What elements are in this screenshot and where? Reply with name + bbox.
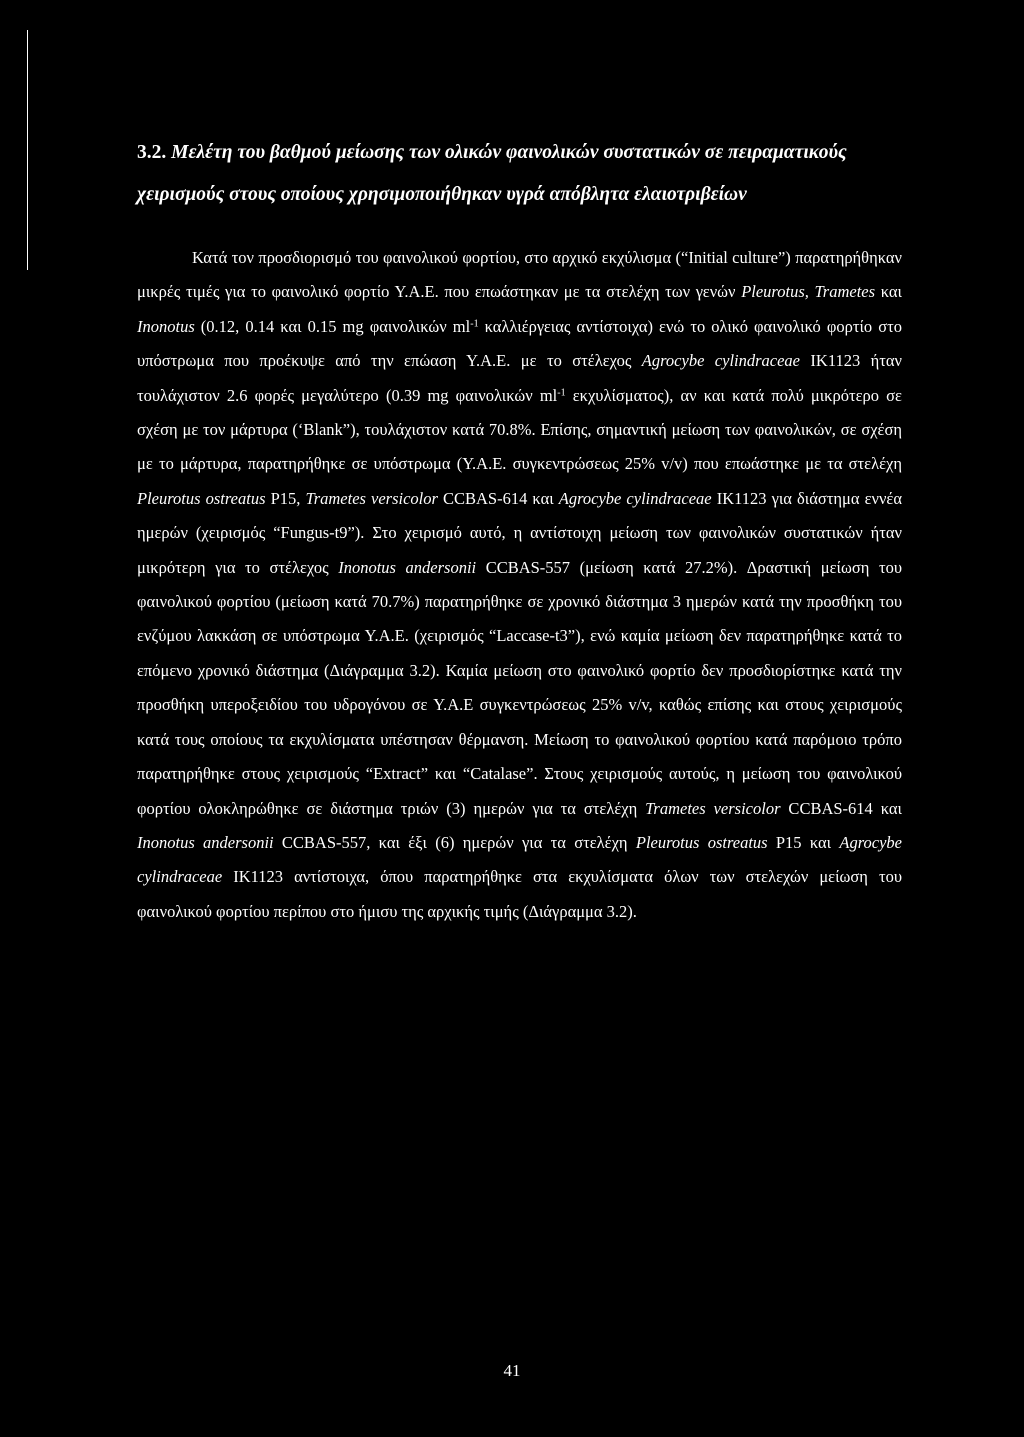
paragraph-text: P15, (265, 488, 306, 508)
unit-exponent: -1 (470, 318, 479, 330)
paragraph-text: και (875, 282, 902, 302)
genus-name: Pleurotus, Trametes (741, 282, 876, 302)
species-name: Trametes versicolor (645, 798, 781, 818)
paragraph-text: CCBAS-557, και έξι (6) ημερών για τα στελέχη (273, 832, 636, 852)
paragraph-text: CCBAS-614 και (437, 488, 559, 508)
paragraph-text: CCBAS-614 και (780, 798, 902, 818)
body-paragraph (137, 241, 902, 929)
paragraph-text: καλλιέργειας αντίστοιχα) ενώ το ολικό φαινολικό φορτίο στο υπόστρωμα που προέκυψε από την επώαση Υ.Α.Ε. με το στέλεχος (137, 316, 903, 371)
section-number: 3.2. (137, 142, 167, 163)
section-title: Μελέτη του βαθμού μείωσης των ολικών φαινολικών συστατικών σε πειραματικούς χειρισμούς στους οποίους χρησιμοποιήθηκαν υγρά απόβλητα ελαιοτριβείων (137, 142, 847, 205)
species-name: Trametes versicolor (305, 488, 438, 508)
paragraph-text: IK1123 ήταν τουλάχιστον 2.6 φορές μεγαλύτερο (0.39 mg φαινολικών ml (137, 351, 902, 405)
paragraph-text: Κατά τον προσδιορισμό του φαινολικού φορτίου, στο αρχικό εκχύλισμα (“Initial culture”) παρατηρήθηκαν μικρές τιμές για το φαινολικό φορτίο Υ.Α.Ε. που επωάστηκαν με τα στελέχη των γενών (137, 248, 902, 302)
species-name: Inonotus andersonii (137, 832, 274, 852)
species-name: Agrocybe cylindraceae (641, 351, 801, 371)
margin-rule (27, 30, 28, 270)
genus-name: Inonotus (137, 316, 195, 336)
species-name: Agrocybe cylindraceae (558, 488, 712, 508)
species-name: Agrocybe cylindraceae (137, 832, 902, 887)
species-name: Pleurotus ostreatus (635, 832, 768, 852)
paragraph-text: CCBAS-557 (μείωση κατά 27.2%). Δραστική μείωση του φαινολικού φορτίου (μείωση κατά 70.7%) παρατηρήθηκε σε χρονικό διάστημα 3 ημερών κατά την προσθήκη του ενζύμου λακκάση σε υπόστρωμα Υ.Α.Ε. (χειρισμός “Laccase-t3”), ενώ καμία μείωση δεν παρατηρήθηκε κατά το επόμενο χρονικό διάστημα (Διάγραμμα 3.2). Καμία μείωση στο φαινολικό φορτίο δεν προσδιορίστηκε κατά την προσθήκη υπεροξειδίου του υδρογόνου σε Υ.Α.Ε συγκεντρώσεως 25% v/v, καθώς επίσης και στους χειρισμούς κατά τους οποίους τα εκχυλίσματα υπέστησαν θέρμανση. Μείωση το φαινολικού φορτίου κατά παρόμοιο τρόπο παρατηρήθηκε στους χειρισμούς “Extract” και “Catalase”. Στους χειρισμούς αυτούς, η μείωση του φαινολικού φορτίου ολοκληρώθηκε σε διάστημα τριών (3) ημερών για τα στελέχη (137, 557, 902, 818)
unit-exponent: -1 (557, 387, 566, 399)
species-name: Pleurotus ostreatus (137, 488, 266, 508)
page-number: 41 (503, 1361, 521, 1380)
paragraph-text: IK1123 για διάστημα εννέα ημερών (χειρισμός “Fungus-t9”). Στο χειρισμό αυτό, η αντίστοιχη μείωση των φαινολικών συστατικών ήταν μικρότερη για το στέλεχος (137, 488, 902, 577)
paragraph-text: εκχυλίσματος), αν και κατά πολύ μικρότερο σε σχέση με τον μάρτυρα (‘Blank”), τουλάχιστον κατά 70.8%. Επίσης, σημαντική μείωση των φαινολικών, σε σχέση με το μάρτυρα, παρατηρήθηκε σε υπόστρωμα (Υ.Α.Ε. συγκεντρώσεως 25% v/v) που επωάστηκε με τα στελέχη (137, 385, 902, 474)
section-heading (137, 132, 902, 216)
species-name: Inonotus andersonii (338, 557, 477, 577)
paragraph-text: (0.12, 0.14 και 0.15 mg φαινολικών ml (194, 316, 471, 336)
paragraph-text: P15 και (767, 832, 840, 852)
paragraph-text: IK1123 αντίστοιχα, όπου παρατηρήθηκε στα εκχυλίσματα όλων των στελεχών μείωση του φαινολικού φορτίου περίπου στο ήμισυ της αρχικής τιμής (Διάγραμμα 3.2). (137, 867, 902, 921)
